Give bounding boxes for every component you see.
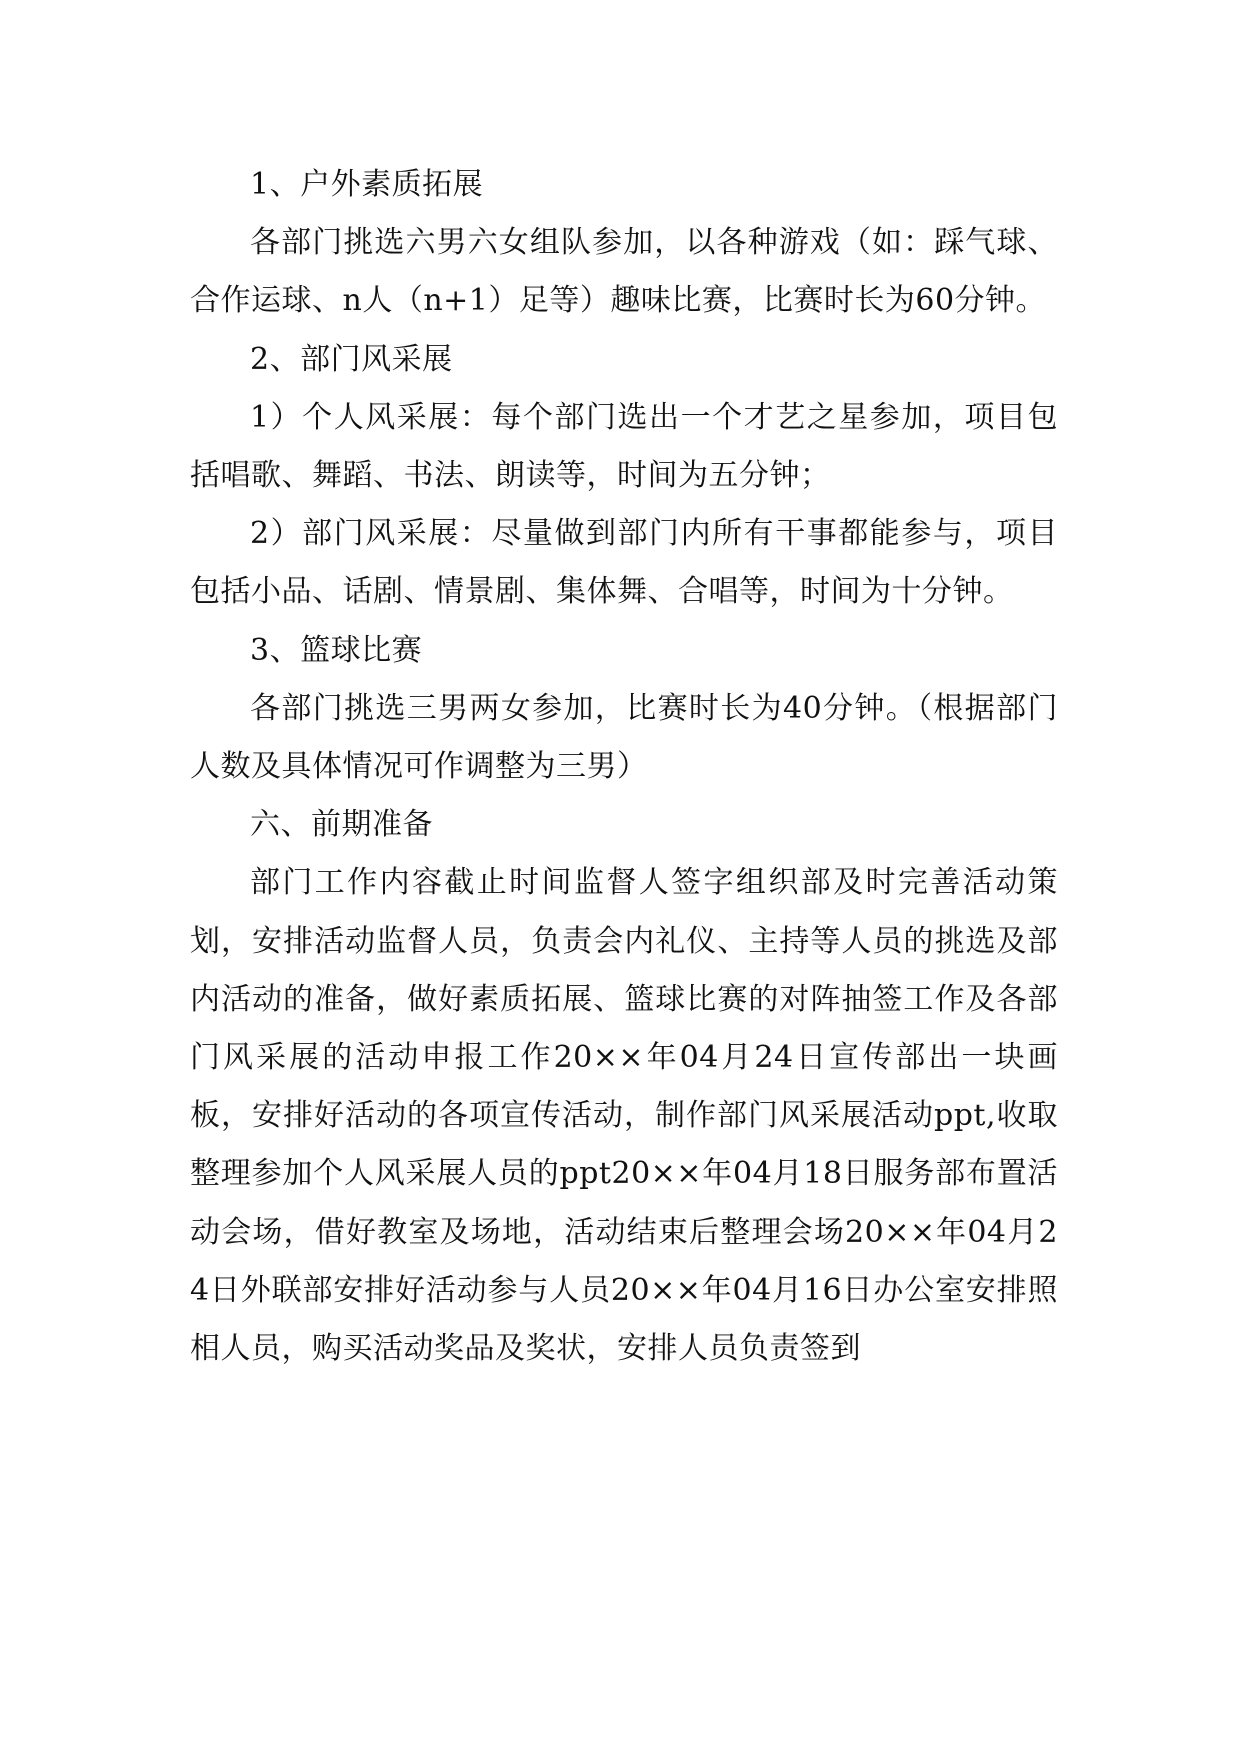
section-heading-basketball: 3、篮球比赛 [250,632,423,668]
section-heading-department-showcase: 2、部门风采展 [250,341,453,377]
paragraph-outdoor-training-details: 各部门挑选六男六女组队参加，以各种游戏（如：踩气球、合作运球、n人（n+1）足等）趣味比赛，比赛时长为60分钟。 [190,225,1058,319]
paragraph-preparation-details: 部门工作内容截止时间监督人签字组织部及时完善活动策划，安排活动监督人员，负责会内礼仪、主持等人员的挑选及部内活动的准备，做好素质拓展、篮球比赛的对阵抽签工作及各部门风采展的活动申报工作20××年04月24日宣传部出一块画板，安排好活动的各项宣传活动，制作部门风采展活动ppt,收取整理参加个人风采展人员的ppt20××年04月18日服务部布置活动会场，借好教室及场地，活动结束后整理会场20××年04月24日外联部安排好活动参与人员20××年04月16日办公室安排照相人员，购买活动奖品及奖状，安排人员负责签到 [190,865,1058,1367]
paragraph-basketball-details: 各部门挑选三男两女参加，比赛时长为40分钟。（根据部门人数及具体情况可作调整为三男） [190,690,1058,785]
paragraph-department-showcase: 2）部门风采展：尽量做到部门内所有干事都能参与，项目包括小品、话剧、情景剧、集体舞、合唱等，时间为十分钟。 [190,516,1058,610]
section-heading-preparation: 六、前期准备 [250,807,433,843]
paragraph-individual-showcase: 1）个人风采展：每个部门选出一个才艺之星参加，项目包括唱歌、舞蹈、书法、朗读等，时间为五分钟； [190,399,1058,494]
document-body [190,156,1058,1378]
section-heading-outdoor-training: 1、户外素质拓展 [250,167,484,202]
